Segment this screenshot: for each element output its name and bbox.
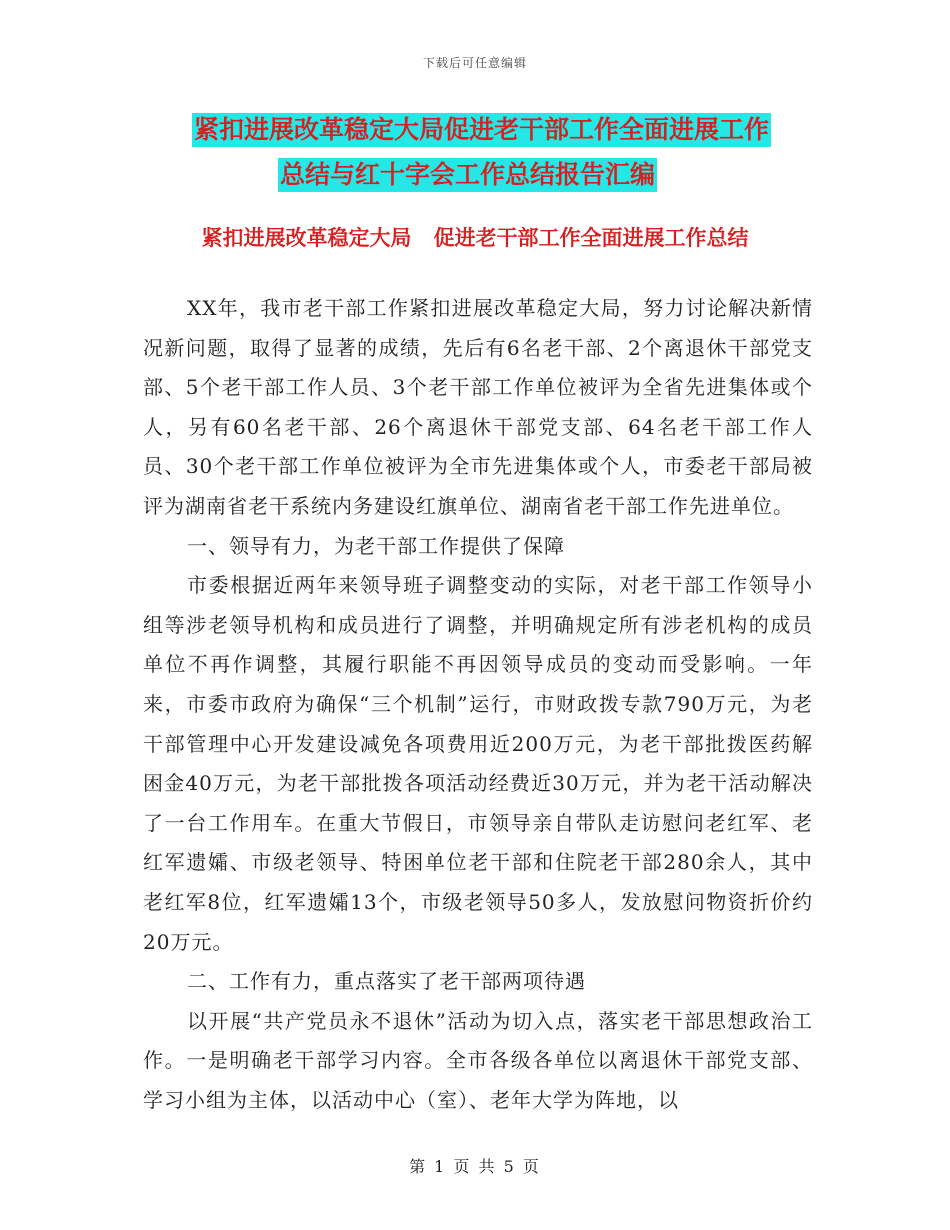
paragraph-section-1: 市委根据近两年来领导班子调整变动的实际，对老干部工作领导小组等涉老领导机构和成员进行了调整，并明确规定所有涉老机构的成员单位不再作调整，其履行职能不再因领导成员的变动而受影响。一年来，市委市政府为确保“三个机制”运行，市财政拨专款790万元，为老干部管理中心开发建设减免各项费用近200万元，为老干部批拨医药解困金40万元，为老干部批拨各项活动经费近30万元，并为老干活动解决了一台工作用车。在重大节假日，市领导亲自带队走访慰问老红军、老红军遗孀、市级老领导、特困单位老干部和住院老干部280余人，其中老红军8位，红军遗孀13个，市级老领导50多人，发放慰问物资折价约20万元。 bbox=[143, 573, 813, 954]
section-heading-2: 二、工作有力，重点落实了老干部两项待遇 bbox=[187, 969, 586, 994]
paragraph-section-2: 以开展“共产党员永不退休”活动为切入点，落实老干部思想政治工作。一是明确老干部学习内容。全市各级各单位以离退休干部党支部、学习小组为主体，以活动中心（室）、老年大学为阵地，以 bbox=[143, 1008, 813, 1112]
page-footer: 第 1 页 共 5 页 bbox=[409, 1157, 541, 1176]
document-title-line-2: 总结与红十字会工作总结报告汇编 bbox=[278, 158, 657, 192]
document-title-line-1: 紧扣进展改革稳定大局促进老干部工作全面进展工作 bbox=[192, 113, 771, 147]
body-text bbox=[143, 289, 813, 1120]
header-note: 下载后可任意编辑 bbox=[422, 56, 527, 70]
section-heading-1: 一、领导有力，为老干部工作提供了保障 bbox=[187, 533, 565, 558]
section-subtitle: 紧扣进展改革稳定大局 促进老干部工作全面进展工作总结 bbox=[201, 225, 749, 250]
paragraph-intro: XX年，我市老干部工作紧扣进展改革稳定大局，努力讨论解决新情况新问题，取得了显著的成绩，先后有6名老干部、2个离退休干部党支部、5个老干部工作人员、3个老干部工作单位被评为全省先进集体或个人，另有60名老干部、26个离退休干部党支部、64名老干部工作人员、30个老干部工作单位被评为全市先进集体或个人，市委老干部局被评为湖南省老干系统内务建设红旗单位、湖南省老干部工作先进单位。 bbox=[143, 296, 813, 518]
